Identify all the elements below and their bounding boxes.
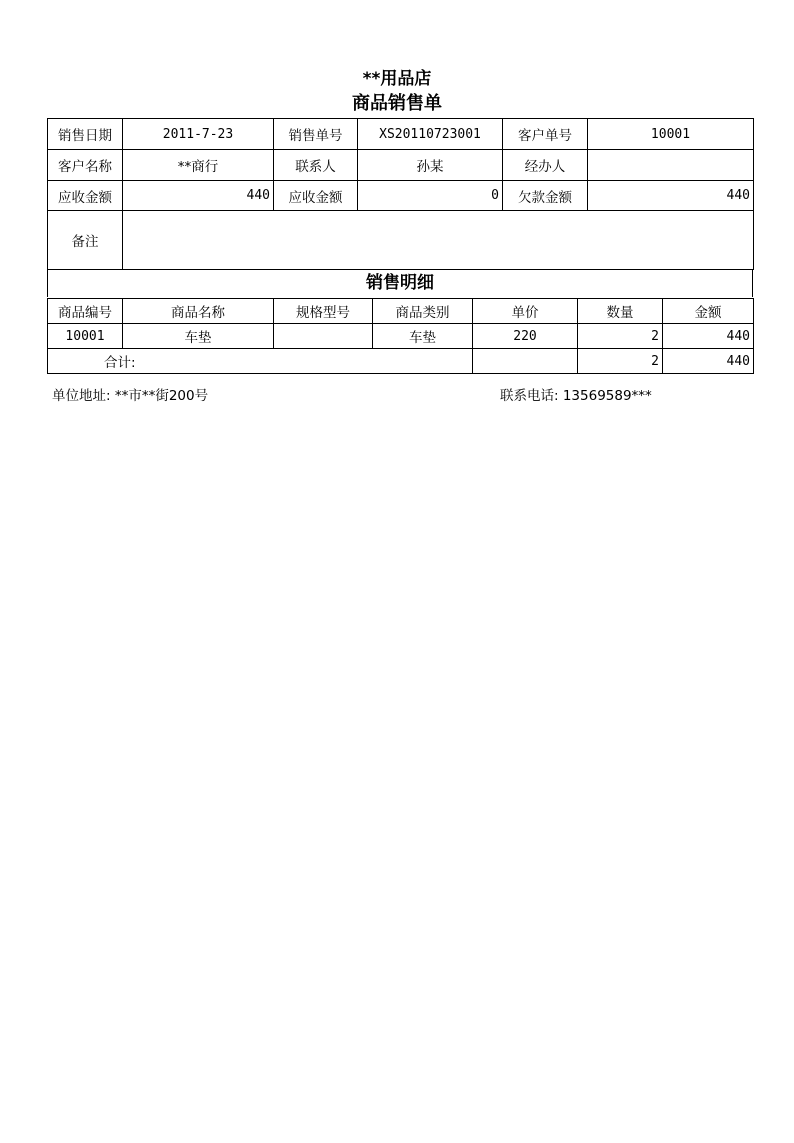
detail-section-title: 销售明细: [47, 269, 753, 297]
customer-name-label: 客户名称: [48, 150, 123, 181]
amount-cell: 440: [663, 324, 754, 349]
total-price-cell: [473, 349, 578, 374]
column-header: 单价: [473, 299, 578, 324]
store-name: **用品店: [362, 69, 432, 89]
receivable-value: 440: [123, 181, 274, 211]
column-header: 数量: [578, 299, 663, 324]
owed-label: 欠款金额: [503, 181, 588, 211]
total-quantity-cell: 2: [578, 349, 663, 374]
spec-cell: [274, 324, 373, 349]
order-header-table: [47, 118, 754, 270]
product-code-cell: 10001: [48, 324, 123, 349]
total-row: [48, 349, 754, 374]
contact-label: 联系人: [274, 150, 358, 181]
header-row: [48, 150, 754, 181]
customer-name-value: **商行: [123, 150, 274, 181]
remarks-value: [123, 211, 754, 270]
table-row: [48, 324, 754, 349]
order-no-value: XS20110723001: [358, 119, 503, 150]
product-name-cell: 车垫: [123, 324, 274, 349]
owed-value: 440: [588, 181, 754, 211]
header-row: [48, 181, 754, 211]
contact-phone: 联系电话: 13569589***: [500, 388, 652, 404]
sales-detail-table: [47, 298, 754, 374]
quantity-cell: 2: [578, 324, 663, 349]
receivable-label: 应收金额: [48, 181, 123, 211]
handler-label: 经办人: [503, 150, 588, 181]
column-header: 商品编号: [48, 299, 123, 324]
handler-value: [588, 150, 754, 181]
received-value: 0: [358, 181, 503, 211]
column-header: 商品类别: [373, 299, 473, 324]
total-amount-cell: 440: [663, 349, 754, 374]
column-header: 规格型号: [274, 299, 373, 324]
sale-date-label: 销售日期: [48, 119, 123, 150]
order-no-label: 销售单号: [274, 119, 358, 150]
customer-no-value: 10001: [588, 119, 754, 150]
unit-price-cell: 220: [473, 324, 578, 349]
header-row: [48, 119, 754, 150]
customer-no-label: 客户单号: [503, 119, 588, 150]
detail-header-row: [48, 299, 754, 324]
remarks-row: [48, 211, 754, 270]
received-label: 应收金额: [274, 181, 358, 211]
contact-value: 孙某: [358, 150, 503, 181]
remarks-label: 备注: [48, 211, 123, 270]
document-title: 商品销售单: [352, 93, 442, 114]
column-header: 金额: [663, 299, 754, 324]
category-cell: 车垫: [373, 324, 473, 349]
sale-date-value: 2011-7-23: [123, 119, 274, 150]
column-header: 商品名称: [123, 299, 274, 324]
total-label: 合计:: [48, 349, 473, 374]
company-address: 单位地址: **市**街200号: [52, 388, 209, 404]
